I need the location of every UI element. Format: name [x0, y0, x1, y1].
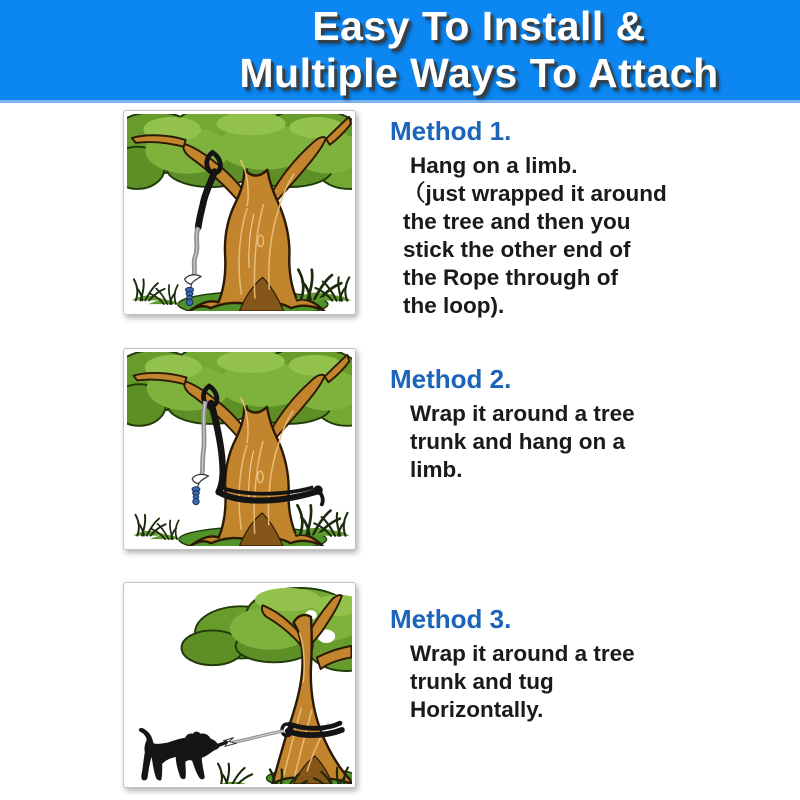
method-2-title: Method 2.	[390, 364, 512, 394]
rope-cap	[192, 474, 208, 483]
method-2-line: limb.	[410, 457, 463, 482]
header-title-line2: Multiple Ways To Attach	[239, 50, 719, 96]
method-3-line: Horizontally.	[410, 697, 544, 722]
method-1-title: Method 1.	[390, 116, 512, 146]
rope-cap	[185, 275, 201, 284]
header-title-line1: Easy To Install &	[312, 3, 646, 50]
method-1-line: Hang on a limb.	[410, 153, 578, 178]
blue-toy	[192, 487, 200, 505]
method-2-text	[390, 364, 790, 484]
method-1-line: （just wrapped it around	[403, 181, 667, 206]
dog-silhouette	[139, 728, 219, 781]
method-3-illustration-panel	[123, 582, 356, 788]
method-1-line: stick the other end of	[403, 237, 631, 262]
blue-toy	[185, 287, 193, 305]
header-banner	[0, 0, 800, 103]
method-3-line: Wrap it around a tree	[410, 641, 635, 666]
method-2-illustration	[127, 352, 352, 546]
method-1-line: the tree and then you	[403, 209, 631, 234]
method-3-title: Method 3.	[390, 604, 512, 634]
method-1-line: the loop).	[403, 293, 505, 318]
method-3-text	[390, 604, 790, 724]
method-1-illustration	[127, 114, 352, 311]
rope-stub	[218, 742, 226, 745]
method-1-text	[390, 116, 790, 320]
method-1-illustration-panel	[123, 110, 356, 315]
method-3-line: trunk and tug	[410, 669, 554, 694]
method-1-line: the Rope through of	[403, 265, 618, 290]
method-2-line: Wrap it around a tree	[410, 401, 635, 426]
method-2-line: trunk and hang on a	[410, 429, 626, 454]
method-3-illustration	[127, 586, 352, 784]
method-2-illustration-panel	[123, 348, 356, 550]
